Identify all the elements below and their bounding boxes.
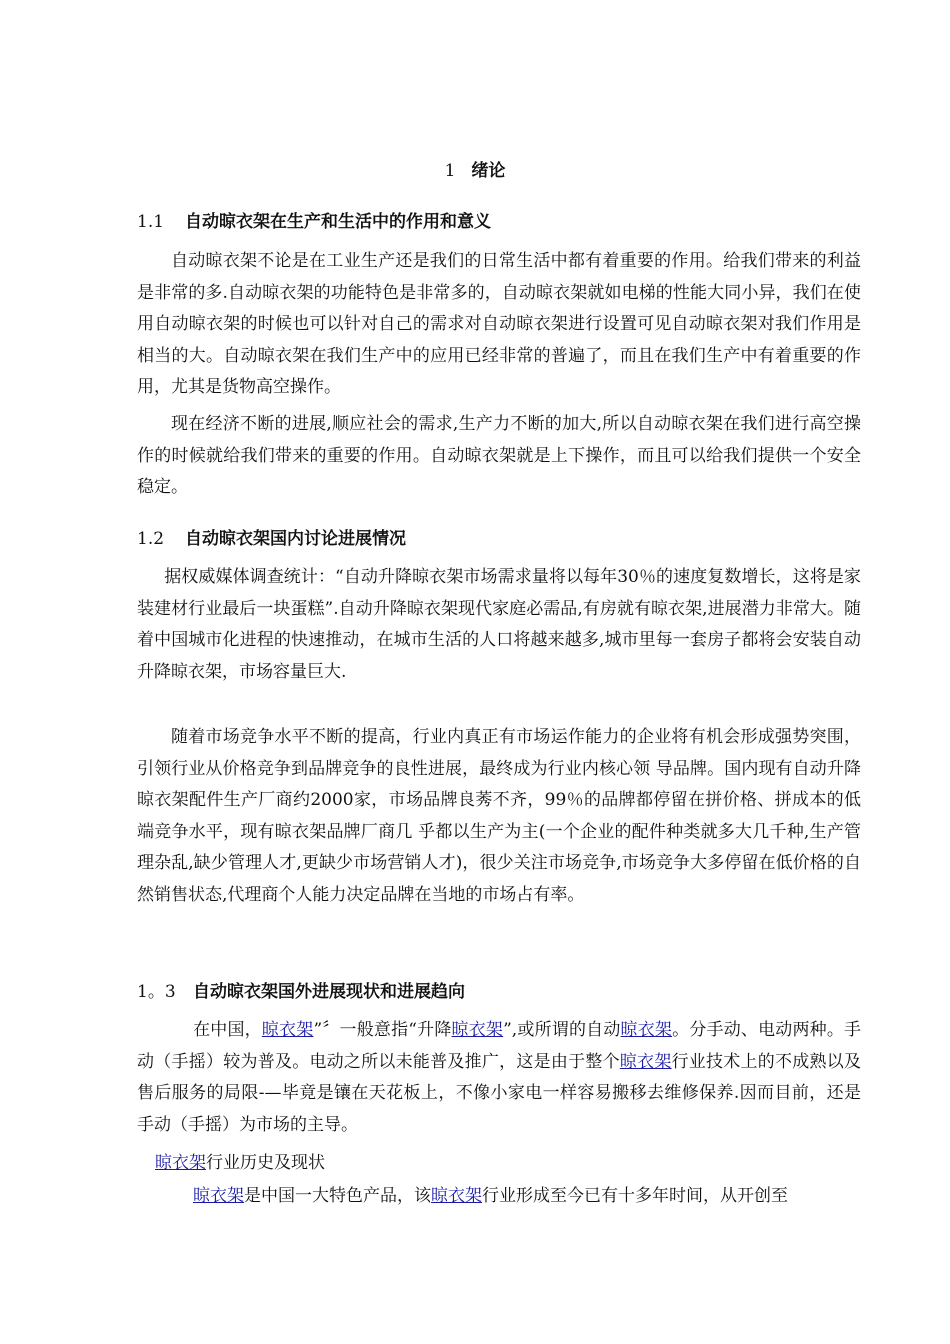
subheading: [155, 1148, 879, 1180]
chapter-heading: [0, 156, 950, 181]
paragraph: 现在经济不断的进展,顺应社会的需求,生产力不断的加大,所以自动晾衣架在我们进行高空操作的时候就给我们带来的重要的作用。自动晾衣架就是上下操作，而且可以给我们提供一个安全稳定。: [137, 414, 861, 498]
section-title: 自动晾衣架国内讨论进展情况: [185, 529, 406, 549]
link-drying-rack[interactable]: 晾衣架: [431, 1186, 482, 1206]
text-run: 行业技术上的不成熟以及售后服务的局限-—毕竟是镶在天花板上，不像小家电一样容易搬移去维修保养.因而目前，还是手动（手摇）为市场的主导。: [137, 1051, 862, 1135]
subheading-text: 行业历史及现状: [206, 1153, 325, 1173]
text-run: ”,或所谓的自动: [503, 1020, 621, 1040]
chapter-title: 绪论: [471, 161, 506, 181]
section-number: 1。3: [137, 982, 176, 1002]
section-title: 自动晾衣架国外进展现状和进展趋向: [193, 982, 465, 1002]
section-number: 1.2: [137, 529, 165, 549]
section-number: 1.1: [137, 212, 165, 232]
text-run: ”〞一般意指“升降: [313, 1020, 452, 1040]
link-drying-rack[interactable]: 晾衣架: [261, 1020, 314, 1040]
paragraph: 随着市场竞争水平不断的提高，行业内真正有市场运作能力的企业将有机会形成强势突围，引领行业从价格竞争到品牌竞争的良性进展，最终成为行业内核心领 导品牌。国内现有自动升降晾衣架配件生产厂商约2000家，市场品牌良莠不齐，99％的品牌都停留在拼价格、拼成本的低端竞争水平，现有晾衣架品牌厂商几 乎都以生产为主(一个企业的配件种类就多大几千种,生产管理杂乱,缺少管理人才,更缺少市场营销人才)，很少关注市场竞争,市场竞争大多停留在低价格的自 然销售状态,代理商个人能力决定品牌在当地的市场占有率。: [137, 727, 861, 905]
text-run: 在中国，: [193, 1020, 262, 1040]
section-title: 自动晾衣架在生产和生活中的作用和意义: [185, 212, 491, 232]
paragraph: 据权威媒体调查统计：“自动升降晾衣架市场需求量将以每年30％的速度复数增长，这将是家装建材行业最后一块蛋糕”.自动升降晾衣架现代家庭必需品,有房就有晾衣架,进展潜力非常大。随着中国城市化进程的快速推动，在城市生活的人口将越来越多,城市里每一套房子都将会安装自动升降晾衣架，市场容量巨大.: [137, 567, 861, 682]
link-drying-rack[interactable]: 晾衣架: [620, 1020, 673, 1040]
chapter-number: 1: [444, 161, 456, 181]
paragraph: 自动晾衣架不论是在工业生产还是我们的日常生活中都有着重要的作用。给我们带来的利益是非常的多.自动晾衣架的功能特色是非常多的，自动晾衣架就如电梯的性能大同小异，我们在使用自动晾衣架的时候也可以针对自己的需求对自动晾衣架进行设置可见自动晾衣架对我们作用是相当的大。自动晾衣架在我们生产中的应用已经非常的普遍了，而且在我们生产中有着重要的作用，尤其是货物高空操作。: [137, 251, 861, 398]
link-drying-rack[interactable]: 晾衣架: [451, 1020, 504, 1040]
paragraph: [193, 1181, 917, 1213]
section-heading-1-3: [137, 977, 465, 1002]
link-drying-rack[interactable]: 晾衣架: [193, 1186, 244, 1206]
section-heading-1-2: [137, 524, 406, 549]
text-run: 行业形成至今已有十多年时间，从开创至: [482, 1186, 788, 1206]
paragraph: [137, 1015, 861, 1141]
link-drying-rack[interactable]: 晾衣架: [155, 1153, 206, 1173]
link-drying-rack[interactable]: 晾衣架: [619, 1051, 672, 1072]
text-run: 是中国一大特色产品，该: [244, 1186, 431, 1206]
section-heading-1-1: [137, 207, 491, 232]
text-run: 。分手动、电动两种。手动（手摇）较为普及。电动之所以未能普及推广，这是由于整个: [137, 1020, 862, 1072]
